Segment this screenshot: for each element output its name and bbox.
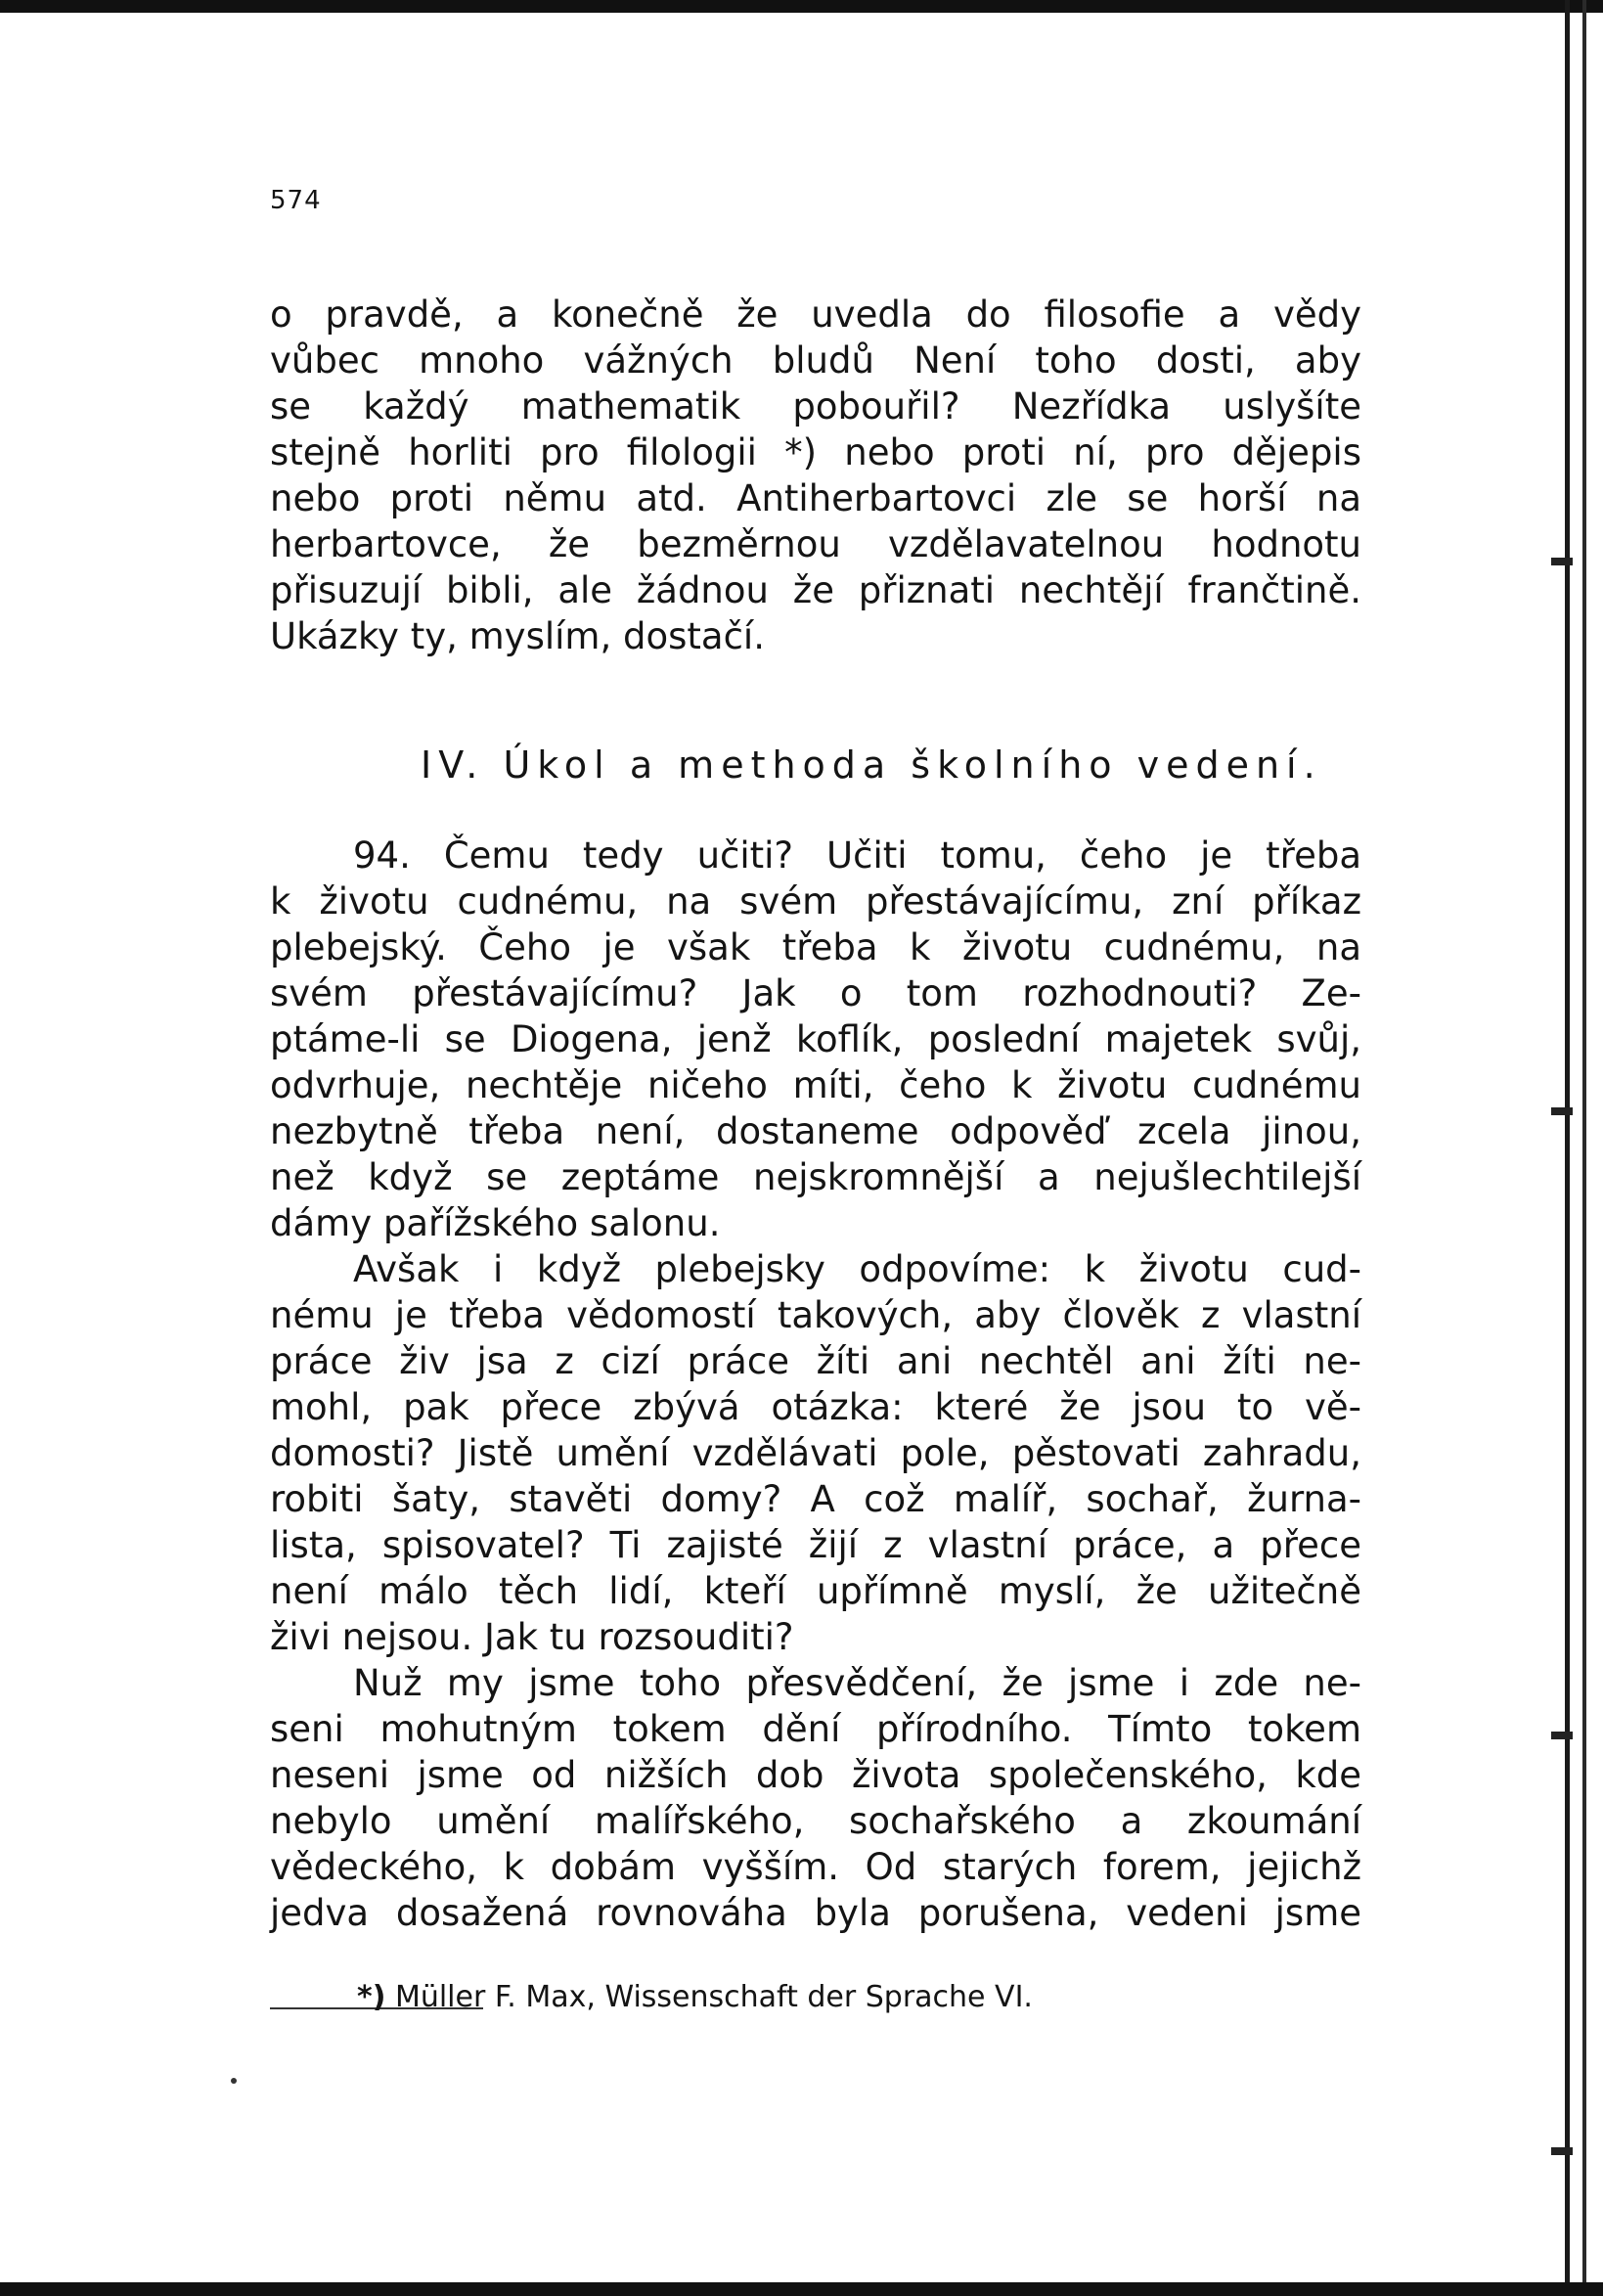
- text-line: plebejský. Čeho je však třeba k životu cudnému, na: [270, 926, 1361, 968]
- page-edge-line-outer: [1582, 0, 1586, 2296]
- text-line: 94. Čemu tedy učiti? Učiti tomu, čeho je třeba: [353, 834, 1361, 877]
- text-line: ptáme-li se Diogena, jenž koflík, poslední majetek svůj,: [270, 1018, 1361, 1060]
- text-line: vůbec mnoho vážných bludů Není toho dosti, aby: [270, 339, 1361, 382]
- text-line: se každý mathematik pobouřil? Nezřídka uslyšíte: [270, 385, 1361, 428]
- text-line: než když se zeptáme nejskromnější a nejušlechtilejší: [270, 1156, 1361, 1198]
- text-line: o pravdě, a konečně že uvedla do filosofie a vědy: [270, 293, 1361, 336]
- text-line: nebo proti němu atd. Antiherbartovci zle se horší na: [270, 477, 1361, 519]
- section-heading: IV. Úkol a methoda školního vedení.: [421, 743, 1322, 787]
- paragraph-4: [270, 1660, 1361, 1936]
- text-line: svém přestávajícímu? Jak o tom rozhodnouti? Ze-: [270, 972, 1361, 1014]
- scan-border-bottom: [0, 2282, 1603, 2296]
- edge-mark: [1551, 558, 1573, 565]
- footnote-text: Müller F. Max, Wissenschaft der Sprache VI.: [394, 1980, 1033, 2014]
- text-line: k životu cudnému, na svém přestávajícímu, zní příkaz: [270, 880, 1361, 923]
- paragraph-3: [270, 1246, 1361, 1660]
- scan-border-top: [0, 0, 1603, 13]
- text-line: Ukázky ty, myslím, dostačí.: [270, 615, 765, 657]
- text-line: odvrhuje, nechtěje ničeho míti, čeho k životu cudnému: [270, 1064, 1361, 1106]
- text-line: nebylo umění malířského, sochařského a zkoumání: [270, 1800, 1361, 1842]
- text-line: nezbytně třeba není, dostaneme odpověď zcela jinou,: [270, 1110, 1361, 1152]
- text-line: živi nejsou. Jak tu rozsouditi?: [270, 1616, 794, 1658]
- text-line: Nuž my jsme toho přesvědčení, že jsme i zde ne-: [353, 1662, 1361, 1704]
- paragraph-1: [270, 292, 1361, 659]
- page-number: 574: [270, 186, 322, 215]
- text-line: vědeckého, k dobám vyšším. Od starých forem, jejichž: [270, 1846, 1361, 1888]
- text-line: herbartovce, že bezměrnou vzdělavatelnou hodnotu: [270, 523, 1361, 565]
- text-line: práce živ jsa z cizí práce žíti ani nechtěl ani žíti ne-: [270, 1340, 1361, 1382]
- text-line: mohl, pak přece zbývá otázka: které že jsou to vě-: [270, 1386, 1361, 1428]
- text-line: domosti? Jistě umění vzdělávati pole, pěstovati zahradu,: [270, 1432, 1361, 1474]
- text-line: stejně horliti pro filologii *) nebo proti ní, pro dějepis: [270, 431, 1361, 473]
- text-line: lista, spisovatel? Ti zajisté žijí z vlastní práce, a přece: [270, 1524, 1361, 1566]
- text-line: není málo těch lidí, kteří upřímně myslí, že užitečně: [270, 1570, 1361, 1612]
- text-line: dámy pařížského salonu.: [270, 1202, 721, 1244]
- paragraph-2: [270, 833, 1361, 1246]
- edge-mark: [1551, 2147, 1573, 2155]
- edge-mark: [1551, 1107, 1573, 1115]
- text-line: jedva dosažená rovnováha byla porušena, vedeni jsme: [270, 1892, 1361, 1934]
- text-line: neseni jsme od nižších dob života společenského, kde: [270, 1754, 1361, 1796]
- text-line: přisuzují bibli, ale žádnou že přiznati nechtějí frančtině.: [270, 569, 1361, 611]
- text-line: robiti šaty, stavěti domy? A což malíř, sochař, žurna-: [270, 1478, 1361, 1520]
- text-line: Avšak i když plebejsky odpovíme: k životu cud-: [353, 1248, 1361, 1290]
- text-line: nému je třeba vědomostí takových, aby člověk z vlastní: [270, 1294, 1361, 1336]
- scan-speck: [231, 2078, 237, 2084]
- text-line: seni mohutným tokem dění přírodního. Tímto tokem: [270, 1708, 1361, 1750]
- edge-mark: [1551, 1732, 1573, 1739]
- footnote: [357, 1978, 1033, 2017]
- page-edge-line: [1565, 0, 1570, 2296]
- footnote-mark: *): [357, 1980, 386, 2014]
